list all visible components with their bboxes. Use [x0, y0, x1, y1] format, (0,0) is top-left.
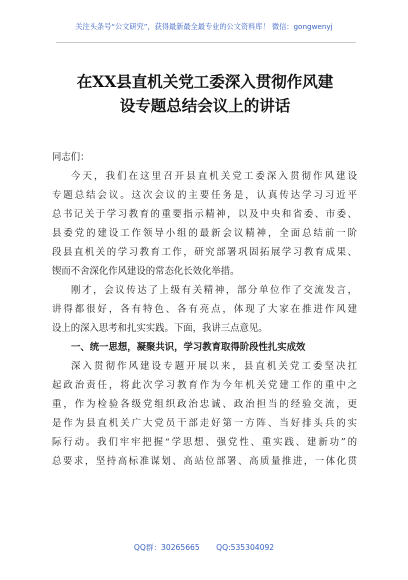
body-line: 设上的深入思考和扎实实践。下面，我讲三点意见。	[52, 323, 268, 334]
body-line: 锲而不舍深化作风建设的常态化长效化举措。	[52, 266, 240, 277]
document-title	[40, 70, 370, 118]
body-line: 际行动。我们牢牢把握“学思想、强党性、重实践、建新功”的	[52, 437, 357, 448]
body-line: 专题总结会议。这次会议的主要任务是，认真传达学习习近平	[52, 190, 357, 201]
body-line: 总要求，坚持高标准谋划、高站位部署、高质量推进，一体化贯	[52, 456, 357, 467]
section-heading: 一、统一思想，凝聚共识，学习教育取得阶段性扎实成效	[71, 342, 306, 353]
title-line-1: 在XX县直机关党工委深入贯彻作风建	[76, 72, 334, 91]
header-divider	[56, 42, 356, 43]
body-line: 深入贯彻作风建设专题开展以来，县直机关党工委坚决扛	[71, 361, 357, 372]
body-line: 起政治责任，将此次学习教育作为今年机关党建工作的重中之	[52, 380, 357, 391]
body-line: 县委党的建设工作领导小组的最新会议精神，全面总结前一阶	[52, 228, 357, 239]
salutation: 同志们：	[52, 152, 90, 163]
body-line: 是作为县直机关广大党员干部走好第一方阵、当好排头兵的实	[52, 418, 357, 429]
body-line: 重，作为检验各级党组织政治忠诚、政治担当的经验交流，更	[52, 399, 357, 410]
promo-header: 关注头条号“公文研究”，获得最新最全最专业的公文资料库！ 微信：gongwenyj	[75, 22, 333, 31]
body-line: 今天，我们在这里召开县直机关党工委深入贯彻作风建设	[71, 171, 357, 182]
document-body	[52, 148, 357, 471]
body-line: 总书记关于学习教育的重要指示精神，以及中央和省委、市委、	[52, 209, 357, 220]
contact-footer	[0, 542, 408, 553]
qq-group-label: QQ群：30265665	[133, 543, 200, 552]
body-line: 刚才，会议传达了上级有关精神，部分单位作了交流发言，	[71, 285, 357, 296]
qq-contact-label: QQ:535304092	[216, 543, 275, 552]
body-line: 讲得都很好，各有特色、各有亮点，体现了大家在推进作风建	[52, 304, 357, 315]
body-line: 段县直机关的学习教育工作，研究部署巩固拓展学习教育成果、	[52, 247, 357, 258]
title-line-2: 设专题总结会议上的讲话	[119, 96, 291, 115]
